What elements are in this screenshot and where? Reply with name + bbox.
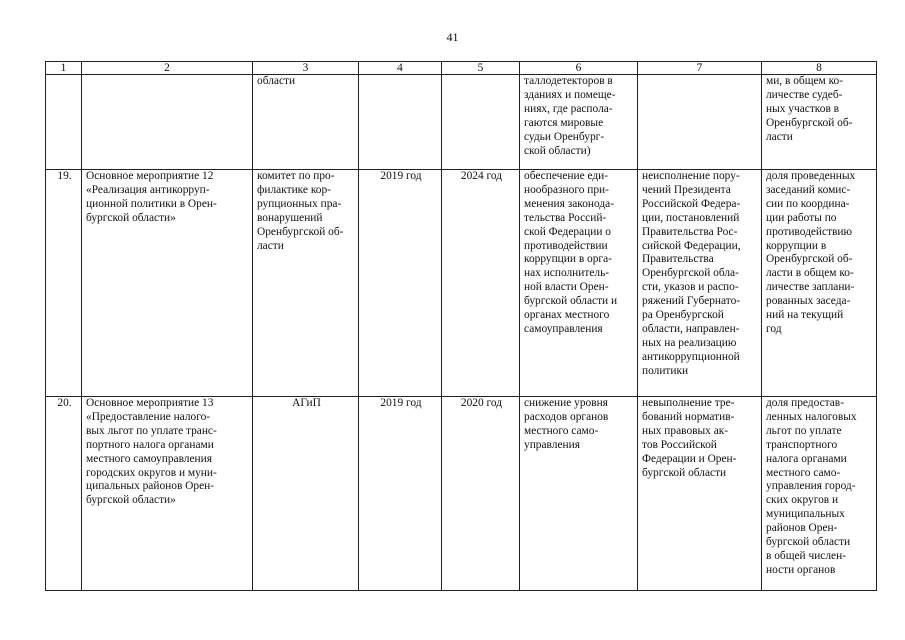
cell-text-line: расходов органов <box>524 410 609 423</box>
column-header: 7 <box>638 62 762 75</box>
cell-text-line: Оренбургской обла- <box>642 267 739 280</box>
cell-text-line: филактике кор- <box>257 183 331 196</box>
cell-text-line: личестве заплани- <box>766 281 855 294</box>
cell-text-line: АГиП <box>292 397 321 409</box>
cell-text-line: Российской Федера- <box>642 197 741 210</box>
cell-text-line: ласти <box>766 130 793 143</box>
cell-text-line: бований норматив- <box>642 410 735 423</box>
cell-text-line: муниципальных <box>766 508 845 521</box>
cell-text-line: сийской Федерации, <box>642 239 741 252</box>
column-header: 8 <box>762 62 877 75</box>
cell-text-line: Оренбургской об- <box>257 225 344 238</box>
cell-text-line: вых льгот по уплате транс- <box>86 424 217 437</box>
cell-text-line: городских округов и муни- <box>86 466 217 479</box>
cell-text-line: менения законода- <box>524 197 615 210</box>
cell-text-line: политики <box>642 364 689 377</box>
end-date: 2024 год <box>442 170 520 397</box>
cell-text-line: ционной политики в Орен- <box>86 197 217 210</box>
cell-text-line: самоуправления <box>524 322 603 335</box>
cell-text-line: местного само- <box>766 466 841 479</box>
cell-text-line: сти, указов и распо- <box>642 281 739 294</box>
cell-text-line: ции, постановлений <box>642 211 740 224</box>
table-row <box>46 75 877 170</box>
cell-text-line: антикоррупционной <box>642 350 740 363</box>
cell-text-line: тельства Россий- <box>524 211 607 224</box>
cell-text-line: Основное мероприятие 13 <box>86 397 214 409</box>
cell-text-line: тов Российской <box>642 438 717 451</box>
cell-text-line: ской Федерации о <box>524 225 611 238</box>
cell-text-line: ласти <box>257 239 284 252</box>
cell-text-line: невыполнение тре- <box>642 397 735 409</box>
cell-text-line: нообразного при- <box>524 183 609 196</box>
cell-text-line: районов Орен- <box>766 522 838 535</box>
cell-text-line: личестве судеб- <box>766 88 843 101</box>
cell-text-line: ципальных районов Орен- <box>86 480 215 493</box>
cell-text-line: бургской области <box>642 466 727 479</box>
cell-text-line: комитет по про- <box>257 170 335 182</box>
indicator-cell <box>762 170 877 397</box>
row-number <box>46 75 82 170</box>
cell-text-line: доля проведенных <box>766 170 856 182</box>
cell-text-line: ских округов и <box>766 494 839 507</box>
cell-text-line: ласти в общем ко- <box>766 267 854 280</box>
executor-cell <box>253 397 359 591</box>
cell-text-line: ской области) <box>524 144 591 157</box>
cell-text-line: ряжений Губернато- <box>642 295 741 308</box>
cell-text-line: Правительства Рос- <box>642 225 738 238</box>
cell-text-line: зданиях и помеще- <box>524 88 616 101</box>
cell-text-line: обеспечение еди- <box>524 170 609 182</box>
cell-text-line: нах исполнитель- <box>524 267 610 280</box>
cell-text-line: Федерации и Орен- <box>642 452 737 465</box>
column-header: 6 <box>520 62 638 75</box>
indicator-cell <box>762 397 877 591</box>
consequences-cell <box>638 170 762 397</box>
table-row <box>46 170 877 397</box>
cell-text-line: ных участков в <box>766 102 840 115</box>
cell-text-line: ции работы по <box>766 211 837 224</box>
end-date: 2020 год <box>442 397 520 591</box>
result-cell <box>520 75 638 170</box>
event-cell <box>82 397 253 591</box>
program-table <box>45 61 877 591</box>
cell-text-line: чений Президента <box>642 183 731 196</box>
cell-text-line: Оренбургской об- <box>766 253 853 266</box>
cell-text-line: год <box>766 322 782 335</box>
cell-text-line: местного самоуправления <box>86 452 212 465</box>
cell-text-line: ленных налоговых <box>766 410 857 423</box>
cell-text-line: рованных заседа- <box>766 295 851 308</box>
result-cell <box>520 170 638 397</box>
cell-text-line: ности органов <box>766 563 836 576</box>
event-cell <box>82 170 253 397</box>
column-number-row <box>46 62 877 75</box>
start-date: 2019 год <box>359 397 442 591</box>
cell-text-line: рупционных пра- <box>257 197 342 210</box>
cell-text-line: области <box>257 75 296 87</box>
cell-text-line: области, направлен- <box>642 322 740 335</box>
cell-text-line: органах местного <box>524 309 610 322</box>
event-cell <box>82 75 253 170</box>
cell-text-line: таллодетекторов в <box>524 75 613 87</box>
cell-text-line: управления <box>524 438 580 451</box>
column-header: 4 <box>359 62 442 75</box>
cell-text-line: местного само- <box>524 424 599 437</box>
cell-text-line: ной власти Орен- <box>524 281 609 294</box>
cell-text-line: льгот по уплате <box>766 424 842 437</box>
cell-text-line: коррупции в орга- <box>524 253 612 266</box>
table-row <box>46 397 877 591</box>
cell-text-line: ниях, где распола- <box>524 102 613 115</box>
cell-text-line: коррупции в <box>766 239 827 252</box>
start-date <box>359 75 442 170</box>
cell-text-line: портного налога органами <box>86 438 214 451</box>
end-date <box>442 75 520 170</box>
cell-text-line: Оренбургской об- <box>766 116 853 129</box>
executor-cell <box>253 170 359 397</box>
cell-text-line: транспортного <box>766 438 838 451</box>
column-header: 5 <box>442 62 520 75</box>
cell-text-line: вонарушений <box>257 211 323 224</box>
cell-text-line: управления город- <box>766 480 856 493</box>
cell-text-line: ний на текущий <box>766 309 844 322</box>
cell-text-line: снижение уровня <box>524 397 608 409</box>
cell-text-line: гаются мировые <box>524 116 604 129</box>
indicator-cell <box>762 75 877 170</box>
page-number: 41 <box>446 30 459 44</box>
row-number: 19. <box>46 170 82 397</box>
cell-text-line: бургской области» <box>86 494 176 507</box>
cell-text-line: бургской области и <box>524 295 618 308</box>
column-header: 3 <box>253 62 359 75</box>
cell-text-line: Основное мероприятие 12 <box>86 170 214 182</box>
consequences-cell <box>638 397 762 591</box>
cell-text-line: бургской области <box>766 536 851 549</box>
cell-text-line: сии по координа- <box>766 197 850 210</box>
cell-text-line: ми, в общем ко- <box>766 75 844 87</box>
cell-text-line: бургской области» <box>86 211 176 224</box>
cell-text-line: «Предоставление налого- <box>86 410 211 423</box>
result-cell <box>520 397 638 591</box>
consequences-cell <box>638 75 762 170</box>
cell-text-line: налога органами <box>766 452 847 465</box>
cell-text-line: ных на реализацию <box>642 336 737 349</box>
cell-text-line: ных правовых ак- <box>642 424 729 437</box>
start-date: 2019 год <box>359 170 442 397</box>
cell-text-line: доля предостав- <box>766 397 844 409</box>
column-header: 1 <box>46 62 82 75</box>
cell-text-line: судьи Оренбург- <box>524 130 605 143</box>
cell-text-line: противодействии <box>524 239 608 252</box>
row-number: 20. <box>46 397 82 591</box>
executor-cell <box>253 75 359 170</box>
cell-text-line: заседаний комис- <box>766 183 851 196</box>
cell-text-line: Правительства <box>642 253 714 266</box>
cell-text-line: «Реализация антикорруп- <box>86 183 210 196</box>
cell-text-line: противодействию <box>766 225 853 238</box>
cell-text-line: неисполнение пору- <box>642 170 740 182</box>
column-header: 2 <box>82 62 253 75</box>
cell-text-line: ра Оренбургской <box>642 309 724 322</box>
cell-text-line: в общей числен- <box>766 549 846 562</box>
